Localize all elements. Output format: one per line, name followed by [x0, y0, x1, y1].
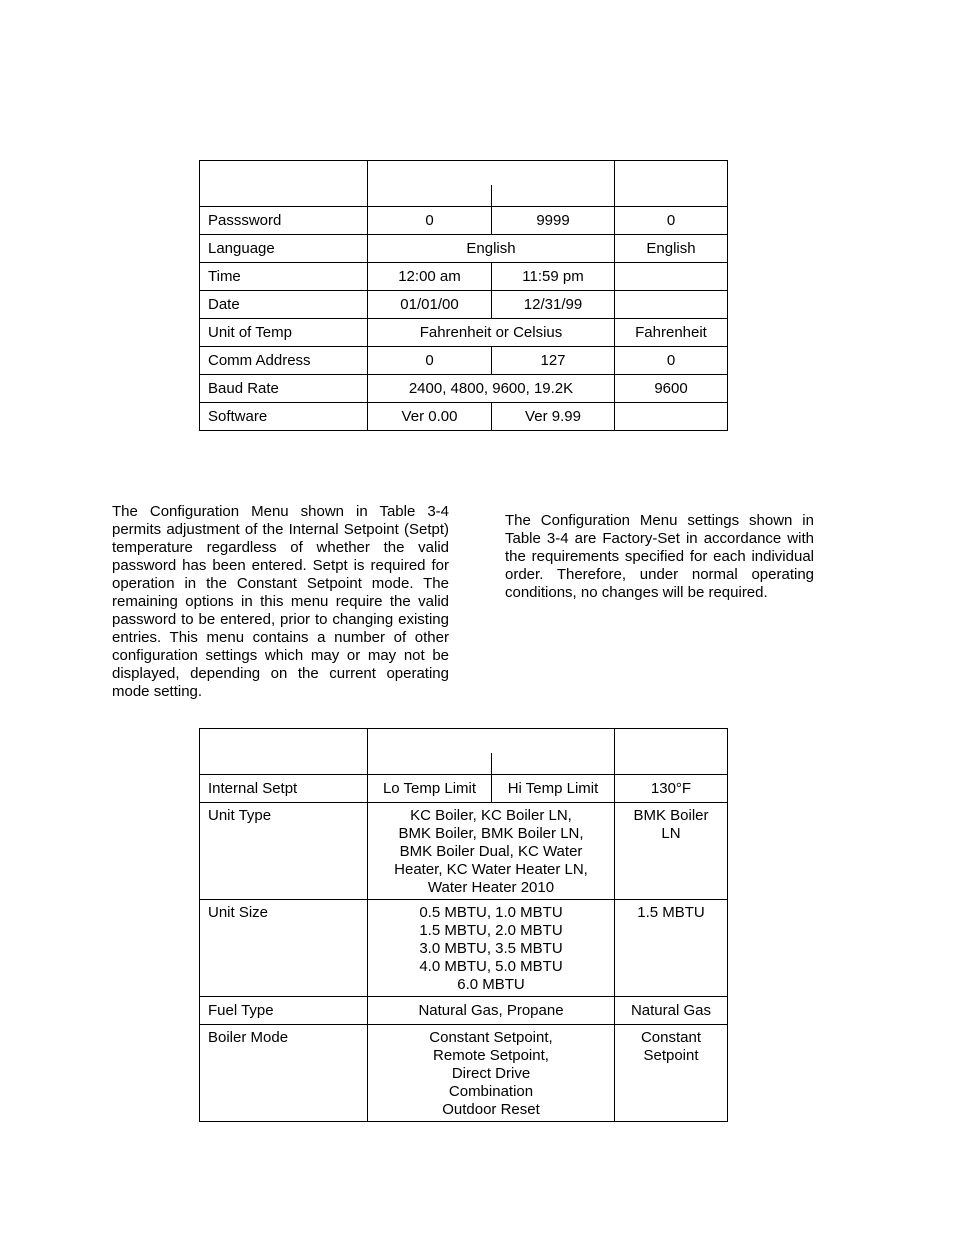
header-cell [615, 161, 728, 207]
row-min: 12:00 am [368, 263, 492, 291]
range-line: 3.0 MBTU, 3.5 MBTU [419, 940, 563, 957]
column-divider [491, 753, 492, 774]
row-default [615, 291, 728, 319]
table-row [200, 235, 728, 263]
row-name: Unit Type [200, 803, 368, 900]
row-default [615, 403, 728, 431]
row-range [368, 900, 615, 997]
table-header-row [200, 729, 728, 775]
row-min: 01/01/00 [368, 291, 492, 319]
header-cell [615, 729, 728, 775]
row-name: Software [200, 403, 368, 431]
row-range: Fahrenheit or Celsius [368, 319, 615, 347]
row-max: Hi Temp Limit [492, 775, 615, 803]
header-cell [200, 161, 368, 207]
table-row [200, 403, 728, 431]
row-default: 130°F [615, 775, 728, 803]
default-line: Constant [640, 1029, 702, 1046]
default-line: 1.5 MBTU [637, 904, 705, 921]
row-name: Fuel Type [200, 997, 368, 1025]
range-line: Combination [448, 1083, 534, 1100]
row-default: Natural Gas [615, 997, 728, 1025]
row-min: Lo Temp Limit [368, 775, 492, 803]
row-default: English [615, 235, 728, 263]
table-row [200, 319, 728, 347]
table-row [200, 347, 728, 375]
row-name: Internal Setpt [200, 775, 368, 803]
table-row [200, 207, 728, 235]
row-max: 9999 [492, 207, 615, 235]
row-min: Ver 0.00 [368, 403, 492, 431]
table-row [200, 997, 728, 1025]
header-cell-range [368, 161, 615, 207]
row-max: 127 [492, 347, 615, 375]
row-name: Date [200, 291, 368, 319]
table-row [200, 775, 728, 803]
header-cell [200, 729, 368, 775]
range-line: 6.0 MBTU [457, 976, 525, 993]
range-line: KC Boiler, KC Boiler LN, [410, 807, 572, 824]
range-line: Water Heater 2010 [427, 879, 555, 896]
configuration-menu-table [199, 728, 728, 1122]
row-name: Comm Address [200, 347, 368, 375]
row-name: Time [200, 263, 368, 291]
row-name: Language [200, 235, 368, 263]
row-name: Unit of Temp [200, 319, 368, 347]
setup-menu-table [199, 160, 728, 431]
row-name: Boiler Mode [200, 1025, 368, 1122]
row-range [368, 1025, 615, 1122]
table-row [200, 291, 728, 319]
range-line: BMK Boiler, BMK Boiler LN, [398, 825, 584, 842]
table-row [200, 900, 728, 997]
header-cell-range [368, 729, 615, 775]
row-name: Unit Size [200, 900, 368, 997]
row-default [615, 263, 728, 291]
range-line: Outdoor Reset [442, 1101, 540, 1118]
row-name: Baud Rate [200, 375, 368, 403]
row-default: 0 [615, 347, 728, 375]
row-default: Fahrenheit [615, 319, 728, 347]
row-default [615, 803, 728, 900]
row-range: English [368, 235, 615, 263]
default-line: BMK Boiler [633, 807, 709, 824]
row-min: 0 [368, 207, 492, 235]
range-line: 4.0 MBTU, 5.0 MBTU [419, 958, 563, 975]
row-default: 9600 [615, 375, 728, 403]
table-row [200, 1025, 728, 1122]
row-name: Passsword [200, 207, 368, 235]
range-line: BMK Boiler Dual, KC Water [399, 843, 583, 860]
row-max: Ver 9.99 [492, 403, 615, 431]
row-range [368, 803, 615, 900]
column-divider [491, 185, 492, 206]
range-line: Remote Setpoint, [433, 1047, 549, 1064]
range-line: Constant Setpoint, [429, 1029, 553, 1046]
table-row [200, 803, 728, 900]
row-max: 11:59 pm [492, 263, 615, 291]
row-max: 12/31/99 [492, 291, 615, 319]
table-row [200, 375, 728, 403]
table-row [200, 263, 728, 291]
row-default [615, 900, 728, 997]
default-line: Setpoint [643, 1047, 699, 1064]
row-range: 2400, 4800, 9600, 19.2K [368, 375, 615, 403]
range-line: 0.5 MBTU, 1.0 MBTU [419, 904, 563, 921]
default-line: LN [661, 825, 681, 842]
range-line: 1.5 MBTU, 2.0 MBTU [419, 922, 563, 939]
row-range: Natural Gas, Propane [368, 997, 615, 1025]
body-paragraph-left: The Configuration Menu shown in Table 3-4 permits adjustment of the Internal Setpoint (Setpt) temperature regardless of whether the valid password has been entered. Setpt is required for operation in the Constant Setpoint mode. The remaining options in this menu require the valid password to be entered, prior to changing existing entries. This menu contains a number of other configuration settings which may or may not be displayed, depending on the current operating mode setting. [112, 503, 449, 700]
row-min: 0 [368, 347, 492, 375]
table-header-row [200, 161, 728, 207]
row-default [615, 1025, 728, 1122]
range-line: Heater, KC Water Heater LN, [394, 861, 588, 878]
row-default: 0 [615, 207, 728, 235]
range-line: Direct Drive [451, 1065, 531, 1082]
body-paragraph-right: The Configuration Menu settings shown in Table 3-4 are Factory-Set in accordance with the requirements specified for each individual order. Therefore, under normal operating conditions, no changes will be required. [505, 512, 814, 601]
